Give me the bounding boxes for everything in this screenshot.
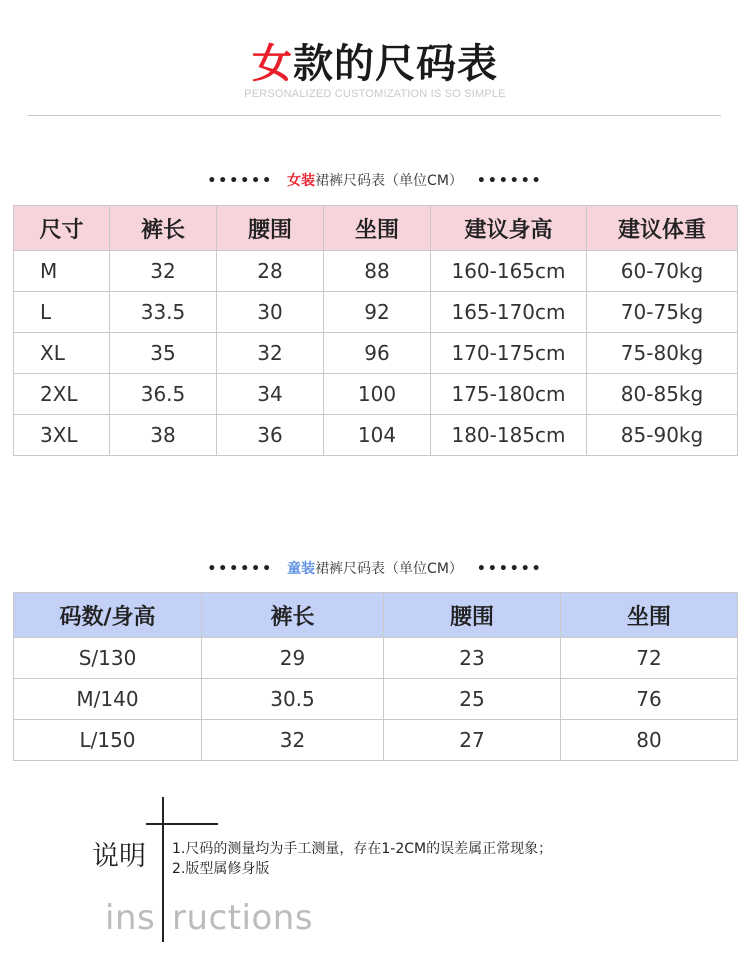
- table-cell: 2XL: [14, 374, 110, 415]
- col-header: 尺寸: [14, 206, 110, 251]
- col-header: 建议身高: [431, 206, 587, 251]
- notes-label: 说明: [92, 841, 146, 872]
- table-cell: 96: [324, 333, 431, 374]
- table-cell: 36: [217, 415, 324, 456]
- table-cell: 32: [202, 720, 384, 761]
- table-row: [14, 292, 738, 333]
- table-cell: M: [14, 251, 110, 292]
- col-header: 坐围: [324, 206, 431, 251]
- table-cell: XL: [14, 333, 110, 374]
- table-cell: 33.5: [110, 292, 217, 333]
- notes-cross-vertical: [162, 797, 164, 942]
- col-header: 腰围: [384, 593, 561, 638]
- table-cell: 100: [324, 374, 431, 415]
- dots-right: ••••••: [476, 173, 543, 189]
- table-cell: 38: [110, 415, 217, 456]
- col-header: 裤长: [110, 206, 217, 251]
- col-header: 腰围: [217, 206, 324, 251]
- kids-heading-label: 裙裤尺码表（单位CM）: [315, 561, 463, 577]
- table-header-row: [14, 206, 738, 251]
- table-cell: 36.5: [110, 374, 217, 415]
- table-header-row: [14, 593, 738, 638]
- table-row: [14, 720, 738, 761]
- page-title: [0, 32, 750, 89]
- women-accent: 女装: [287, 173, 316, 189]
- table-cell: 3XL: [14, 415, 110, 456]
- title-accent: 女: [252, 41, 293, 87]
- table-cell: 75-80kg: [587, 333, 738, 374]
- title-rest: 款的尺码表: [293, 41, 498, 87]
- dots-left: ••••••: [207, 173, 274, 189]
- table-row: [14, 679, 738, 720]
- col-header: 坐围: [561, 593, 738, 638]
- table-cell: 165-170cm: [431, 292, 587, 333]
- table-cell: 170-175cm: [431, 333, 587, 374]
- table-row: [14, 333, 738, 374]
- table-row: [14, 638, 738, 679]
- instructions-script-right: ructions: [172, 898, 314, 938]
- note-line-2: 2.版型属修身版: [172, 861, 270, 877]
- table-cell: 32: [110, 251, 217, 292]
- table-cell: 27: [384, 720, 561, 761]
- table-cell: 104: [324, 415, 431, 456]
- col-header: 裤长: [202, 593, 384, 638]
- table-row: [14, 374, 738, 415]
- table-cell: 28: [217, 251, 324, 292]
- table-cell: S/130: [14, 638, 202, 679]
- table-cell: 34: [217, 374, 324, 415]
- table-cell: 25: [384, 679, 561, 720]
- table-cell: 88: [324, 251, 431, 292]
- table-row: [14, 251, 738, 292]
- kids-accent: 童装: [287, 561, 316, 577]
- table-cell: 85-90kg: [587, 415, 738, 456]
- table-cell: 92: [324, 292, 431, 333]
- notes-cross-horizontal: [146, 823, 218, 825]
- table-cell: 160-165cm: [431, 251, 587, 292]
- col-header: 码数/身高: [14, 593, 202, 638]
- table-cell: 80-85kg: [587, 374, 738, 415]
- women-section-heading: [0, 170, 750, 190]
- instructions-script-left: ins: [105, 898, 156, 938]
- table-cell: 70-75kg: [587, 292, 738, 333]
- page-subtitle: PERSONALIZED CUSTOMIZATION IS SO SIMPLE: [244, 88, 506, 100]
- table-cell: 30.5: [202, 679, 384, 720]
- table-cell: L/150: [14, 720, 202, 761]
- table-row: [14, 415, 738, 456]
- col-header: 建议体重: [587, 206, 738, 251]
- table-cell: 30: [217, 292, 324, 333]
- dots-left: ••••••: [207, 561, 274, 577]
- table-cell: 29: [202, 638, 384, 679]
- kids-section-heading: [0, 558, 750, 578]
- table-cell: M/140: [14, 679, 202, 720]
- table-cell: 23: [384, 638, 561, 679]
- header-divider: [28, 115, 721, 116]
- table-cell: 32: [217, 333, 324, 374]
- table-cell: 76: [561, 679, 738, 720]
- dots-right: ••••••: [476, 561, 543, 577]
- table-cell: L: [14, 292, 110, 333]
- table-cell: 180-185cm: [431, 415, 587, 456]
- kids-size-table: [13, 592, 738, 761]
- table-cell: 80: [561, 720, 738, 761]
- women-size-table: [13, 205, 738, 456]
- table-cell: 60-70kg: [587, 251, 738, 292]
- table-cell: 175-180cm: [431, 374, 587, 415]
- table-cell: 72: [561, 638, 738, 679]
- women-heading-label: 裙裤尺码表（单位CM）: [315, 173, 463, 189]
- table-cell: 35: [110, 333, 217, 374]
- note-line-1: 1.尺码的测量均为手工测量，存在1-2CM的误差属正常现象；: [172, 841, 553, 857]
